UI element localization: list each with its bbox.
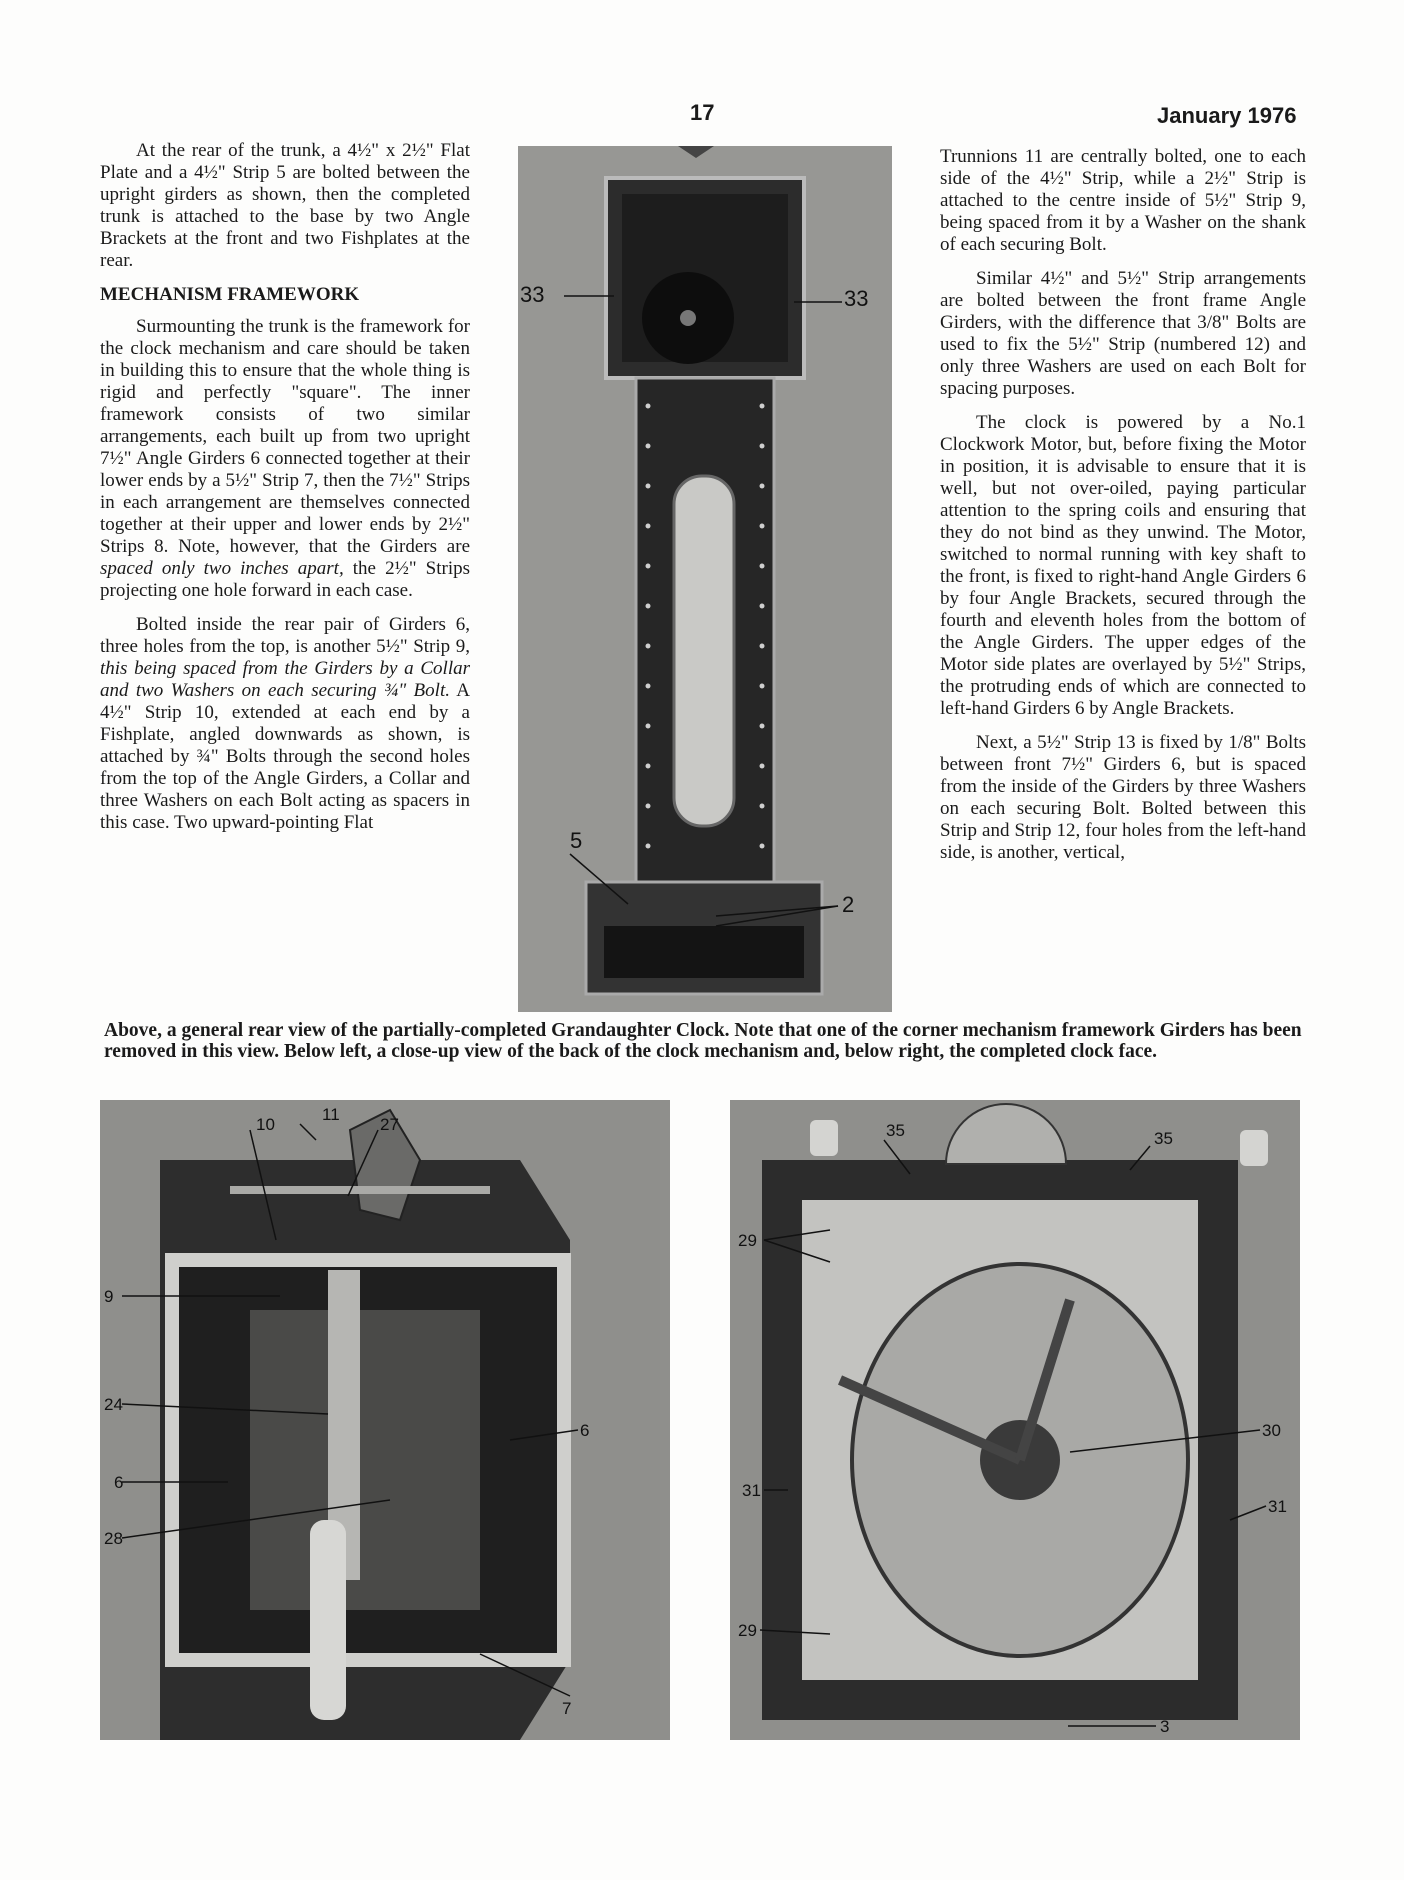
left-column bbox=[100, 140, 470, 846]
callout-2: 2 bbox=[842, 892, 855, 917]
clock-face-photo bbox=[730, 1100, 1300, 1740]
paragraph: Surmounting the trunk is the framework for the clock mechanism and care should be taken in building this to ensure that the whole thing is rigid and perfectly "square". The inner framework consists of two similar arrangements, each built up from two upright 7½" Angle Girders 6 connected together at their lower ends by a 5½" Strip 7, then the 7½" Strips in each arrangement are themselves connected together at their upper and lower ends by 2½" Strips 8. Note, however, that the Girders are spaced only two inches apart, the 2½" Strips projecting one hole forward in each case. bbox=[100, 316, 470, 601]
callout-28: 28 bbox=[104, 1529, 123, 1548]
clock-rear-view-photo bbox=[518, 146, 892, 1012]
right-column bbox=[940, 146, 1306, 876]
callout-33-left: 33 bbox=[520, 282, 545, 307]
callout-29-bottom: 29 bbox=[738, 1621, 757, 1640]
callout-31-right: 31 bbox=[1268, 1497, 1287, 1516]
paragraph: Next, a 5½" Strip 13 is fixed by 1/8" Bolts between front 7½" Girders 6, but is spaced from the inside of the Girders by three Washers on each securing Bolt. Bolted between this Strip and Strip 12, four holes from the left-hand side, is another, vertical, bbox=[940, 732, 1306, 863]
section-heading: MECHANISM FRAMEWORK bbox=[100, 284, 360, 305]
callout-9: 9 bbox=[104, 1287, 114, 1306]
callout-33-right: 33 bbox=[844, 286, 869, 311]
callout-35-right: 35 bbox=[1154, 1129, 1173, 1148]
paragraph: At the rear of the trunk, a 4½" x 2½" Flat Plate and a 4½" Strip 5 are bolted between the upright girders as shown, then the completed trunk is attached to the base by two Angle Brackets at the front and two Fishplates at the rear. bbox=[100, 140, 470, 271]
callout-7: 7 bbox=[562, 1699, 572, 1718]
paragraph: Similar 4½" and 5½" Strip arrangements are bolted between the front frame Angle Girders, with the difference that 3/8" Bolts are used to fix the 5½" Strip (numbered 12) and only three Washers are used on each Bolt for spacing purposes. bbox=[940, 268, 1306, 399]
callout-24: 24 bbox=[104, 1395, 123, 1414]
callout-35-left: 35 bbox=[886, 1121, 905, 1140]
page-number: 17 bbox=[690, 100, 715, 125]
callout-29-top: 29 bbox=[738, 1231, 757, 1250]
callout-6-left: 6 bbox=[114, 1473, 124, 1492]
callout-6-right: 6 bbox=[580, 1421, 590, 1440]
paragraph: The clock is powered by a No.1 Clockwork Motor, but, before fixing the Motor in position, it is advisable to ensure that it is well, but not over-oiled, paying particular attention to the spring coils and ensuring that they do not bind as they unwind. The Motor, switched to normal running with key shaft to the front, is fixed to right-hand Angle Girders 6 by four Angle Brackets, secured through the fourth and eleventh holes from the bottom of the Angle Girders. The upper edges of the Motor side plates are overlayed by 5½" Strips, the protruding ends of which are connected to left-hand Girders 6 by Angle Brackets. bbox=[940, 412, 1306, 719]
callout-5: 5 bbox=[570, 828, 583, 853]
callout-3: 3 bbox=[1160, 1717, 1170, 1736]
mechanism-closeup-photo bbox=[100, 1100, 670, 1740]
callout-11: 11 bbox=[322, 1105, 340, 1124]
issue-date: January 1976 bbox=[1157, 103, 1297, 128]
callout-10: 10 bbox=[256, 1115, 275, 1134]
paragraph: Trunnions 11 are centrally bolted, one to each side of the 4½" Strip, while a 2½" Strip is attached to the centre inside of 5½" Strip 9, being spaced from it by a Washer on the shank of each securing Bolt. bbox=[940, 146, 1306, 255]
callout-27: 27 bbox=[380, 1115, 399, 1134]
callout-30: 30 bbox=[1262, 1421, 1281, 1440]
paragraph: Bolted inside the rear pair of Girders 6, three holes from the top, is another 5½" Strip 9, this being spaced from the Girders by a Collar and two Washers on each securing ¾" Bolt. A 4½" Strip 10, extended at each end by a Fishplate, angled downwards as shown, is attached by ¾" Bolts through the second holes from the top of the Angle Girders, a Collar and three Washers on each Bolt acting as spacers in this case. Two upward-pointing Flat bbox=[100, 614, 471, 833]
callout-31-left: 31 bbox=[742, 1481, 761, 1500]
figure-caption: Above, a general rear view of the partially-completed Grandaughter Clock. Note that one of the corner mechanism framework Girders has been removed in this view. Below left, a close-up view of the back of the clock mechanism and, below right, the completed clock face. bbox=[104, 1020, 1302, 1062]
